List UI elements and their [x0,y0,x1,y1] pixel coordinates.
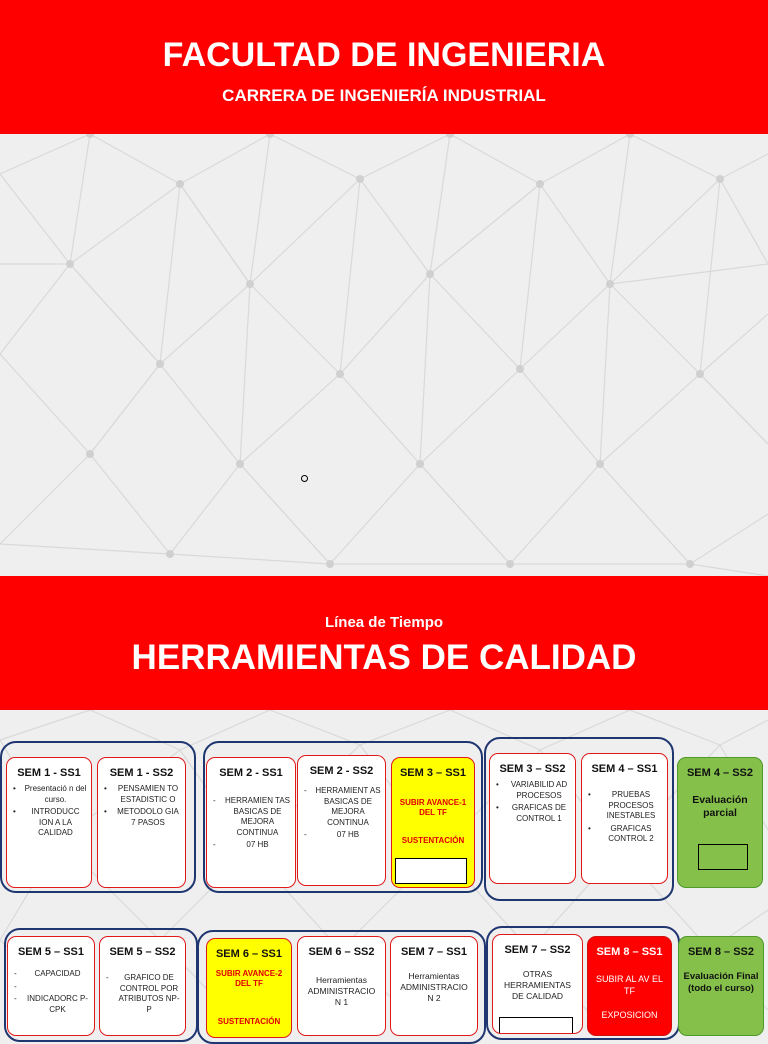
list-item: - 07 HB [302,830,381,841]
card-title: SEM 8 – SS1 [596,946,663,958]
card-title: SEM 8 – SS2 [687,946,755,958]
card-sem3-ss1[interactable] [391,757,475,888]
card-sem1-ss2[interactable] [97,757,186,888]
section-band [0,576,768,710]
submission-box[interactable] [698,844,748,870]
list-item: • METODOLO GIA 7 PASOS [102,807,181,828]
upload-note: SUBIR AVANCE-1 DEL TF [399,798,467,817]
card-title: SEM 1 - SS1 [17,767,81,779]
card-sem5-ss2[interactable] [99,936,186,1036]
card-sem2-ss1[interactable] [206,757,296,888]
card-title: SEM 3 – SS2 [499,763,566,775]
card-title: SEM 3 – SS1 [399,767,467,779]
card-title: SEM 2 - SS1 [219,767,283,779]
card-sem8-ss2[interactable] [678,936,764,1036]
card-sem1-ss1[interactable] [6,757,92,888]
card-sem6-ss1[interactable] [206,938,292,1038]
card-sem7-ss2[interactable] [492,934,583,1034]
list-item: - 07 HB [211,840,291,851]
bullet-circle-icon [301,475,308,482]
card-title: SEM 5 – SS2 [109,946,176,958]
card-title: SEM 4 – SS2 [686,767,754,779]
list-item: • GRAFICAS DE CONTROL 1 [494,803,571,824]
card-sem8-ss1[interactable] [587,936,672,1036]
card-title: SEM 1 - SS2 [109,767,174,779]
card-title: SEM 6 – SS2 [308,946,375,958]
card-title: SEM 4 – SS1 [591,763,658,775]
section-title: HERRAMIENTAS DE CALIDAD [131,638,637,677]
card-sem4-ss2[interactable] [677,757,763,888]
card-sem6-ss2[interactable] [297,936,386,1036]
card-title: SEM 7 – SS1 [400,946,468,958]
header-band [0,0,768,134]
list-item [12,982,90,993]
card-sem3-ss2[interactable] [489,753,576,884]
background-pattern [0,134,768,576]
career-subtitle: CARRERA DE INGENIERÍA INDUSTRIAL [222,86,546,105]
list-item: • PENSAMIEN TO ESTADISTIC O [102,784,181,805]
list-item: - INDICADORC P-CPK [12,994,90,1015]
card-sem7-ss1[interactable] [390,936,478,1036]
card-sem5-ss1[interactable] [7,936,95,1036]
list-item: • VARIABILID AD PROCESOS [494,780,571,801]
card-text: Herramientas ADMINISTRACIO N 1 [307,975,376,1007]
presentation-note: SUSTENTACIÓN [217,1017,281,1026]
list-item: - GRAFICO DE CONTROL POR ATRIBUTOS NP-P [104,973,181,1015]
submission-box[interactable] [499,1017,573,1034]
card-title: SEM 2 - SS2 [309,765,374,777]
list-item: • Presentació n del curso. [11,784,87,805]
faculty-title: FACULTAD DE INGENIERIA [162,36,606,74]
timeline-label: Línea de Tiempo [324,614,444,631]
card-text: Herramientas ADMINISTRACIO N 2 [400,971,468,1003]
submission-box[interactable] [395,858,467,884]
card-sem2-ss2[interactable] [297,755,386,886]
evaluation-label: Evaluación Final (todo el curso) [683,971,759,994]
evaluation-label: Evaluación parcial [692,794,748,819]
card-title: SEM 7 – SS2 [504,944,571,956]
card-title: SEM 5 – SS1 [17,946,85,958]
list-item: - HERRAMIEN TAS BASICAS DE MEJORA CONTINUA [211,796,291,838]
list-item: - HERRAMIENT AS BASICAS DE MEJORA CONTINUA [302,786,381,828]
upload-note: SUBIR AL AV EL TF [595,974,664,996]
upload-note: SUBIR AVANCE-2 DEL TF [215,969,283,988]
list-item: - CAPACIDAD [12,969,90,980]
presentation-note: EXPOSICION [601,1010,658,1020]
list-item: • PRUEBAS PROCESOS INESTABLES [586,790,663,822]
list-item: • INTRODUCC ION A LA CALIDAD [11,807,87,839]
presentation-note: SUSTENTACIÓN [401,836,465,845]
card-sem4-ss1[interactable] [581,753,668,884]
card-text: OTRAS HERRAMIENTAS DE CALIDAD [504,969,571,1001]
card-title: SEM 6 – SS1 [215,948,283,960]
list-item: • GRAFICAS CONTROL 2 [586,824,663,845]
